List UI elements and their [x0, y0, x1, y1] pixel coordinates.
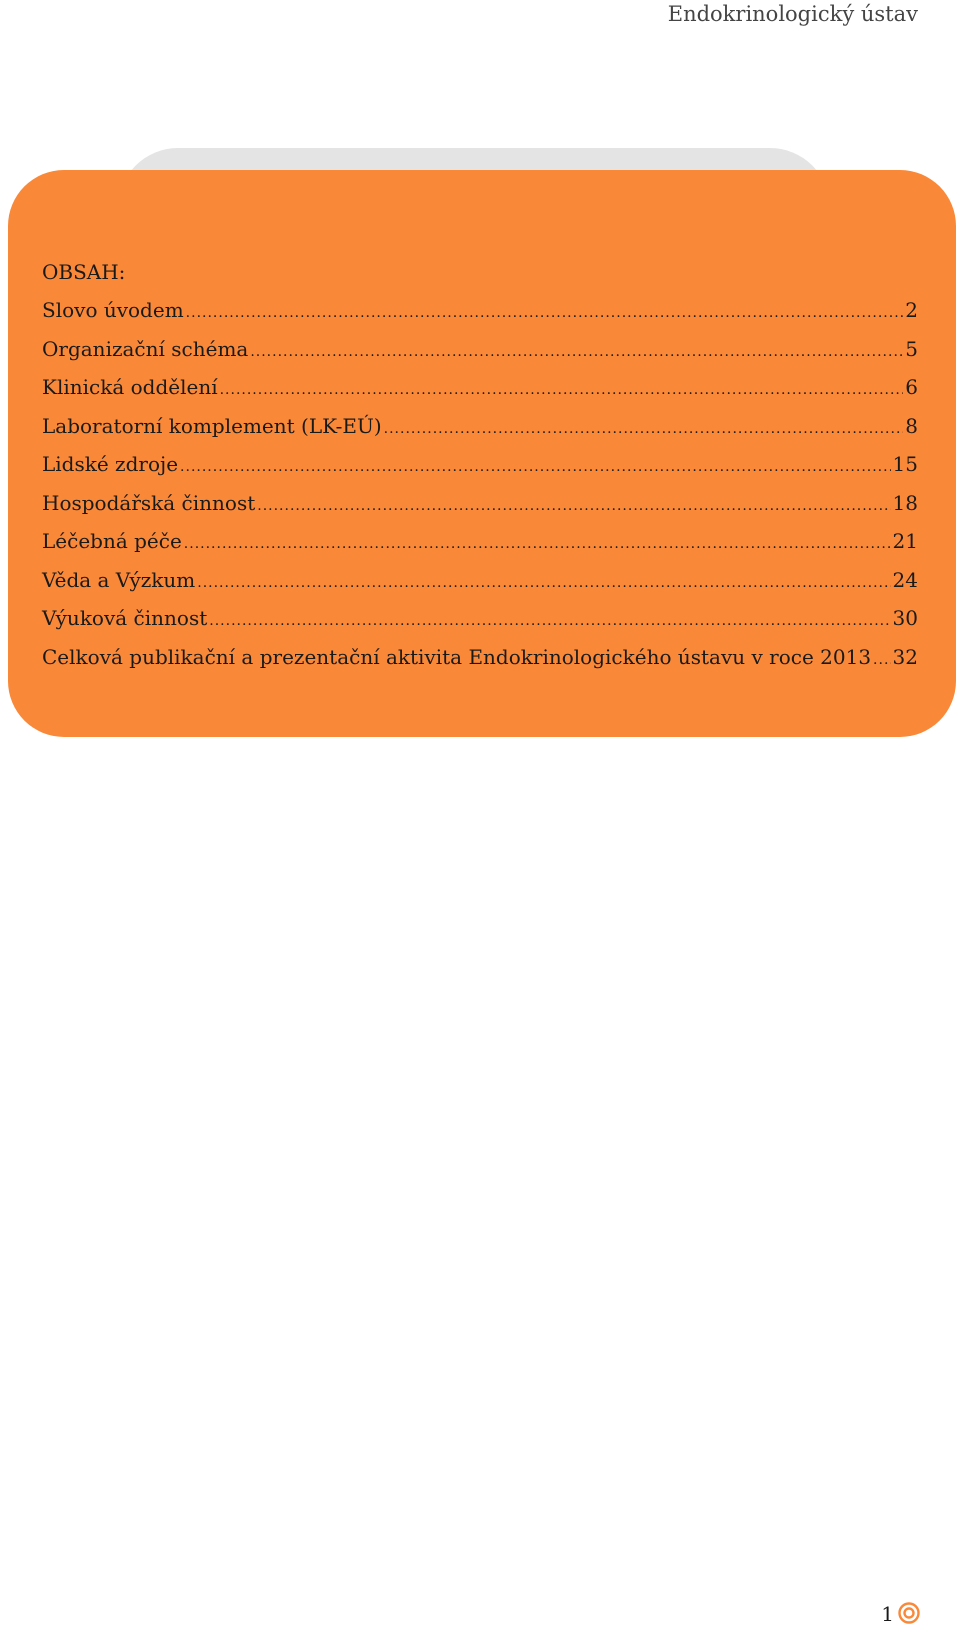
toc-entry-title: Klinická oddělení	[42, 375, 218, 399]
toc-entry-klinicka-oddeleni[interactable]	[42, 368, 918, 407]
dot-leader	[186, 294, 904, 333]
toc-list	[42, 291, 918, 676]
toc-entry-title: Slovo úvodem	[42, 298, 184, 322]
running-header: Endokrinologický ústav	[667, 2, 918, 26]
toc-entry-title: Léčebná péče	[42, 529, 182, 553]
toc-entry-title: Výuková činnost	[42, 606, 208, 630]
toc-entry-page: 18	[892, 490, 918, 515]
dot-leader	[209, 602, 890, 641]
toc-entry-veda-a-vyzkum[interactable]	[42, 561, 918, 600]
toc-entry-title: Laboratorní komplement (LK-EÚ)	[42, 413, 382, 438]
toc-entry-page: 6	[905, 375, 918, 399]
toc-heading: OBSAH:	[42, 260, 126, 284]
dot-leader	[257, 487, 890, 526]
toc-entry-title: Organizační schéma	[42, 336, 249, 361]
page-number: 1	[881, 1602, 894, 1626]
dot-leader	[250, 333, 903, 372]
icon-outer-ring	[900, 1604, 919, 1623]
toc-entry-laboratorni-komplement[interactable]	[42, 407, 918, 446]
toc-entry-organizacni-schema[interactable]	[42, 330, 918, 369]
dot-leader	[220, 371, 904, 410]
toc-entry-page: 24	[892, 567, 918, 592]
toc-entry-celkova-publikacni-aktivita[interactable]	[42, 638, 918, 677]
toc-entry-page: 21	[892, 529, 918, 553]
toc-entry-slovo-uvodem[interactable]	[42, 291, 918, 330]
toc-entry-page: 32	[892, 644, 918, 669]
dot-leader	[873, 641, 891, 680]
dot-leader	[184, 525, 891, 564]
toc-entry-page: 2	[905, 298, 918, 322]
toc-entry-vyukova-cinnost[interactable]	[42, 599, 918, 638]
dot-leader	[180, 448, 891, 487]
toc-entry-lecebna-pece[interactable]	[42, 522, 918, 561]
dot-leader	[384, 410, 904, 449]
toc-entry-page: 8	[905, 413, 918, 438]
target-circle-icon	[898, 1602, 920, 1624]
toc-entry-title: Věda a Výzkum	[42, 567, 196, 592]
toc-entry-page: 30	[892, 606, 918, 630]
toc-entry-title: Hospodářská činnost	[42, 490, 256, 515]
toc-entry-page: 5	[905, 336, 918, 361]
toc-entry-hospodarska-cinnost[interactable]	[42, 484, 918, 523]
toc-entry-page: 15	[892, 452, 918, 476]
icon-inner-ring	[905, 1609, 914, 1618]
toc-entry-lidske-zdroje[interactable]	[42, 445, 918, 484]
dot-leader	[197, 564, 890, 603]
toc-entry-title: Lidské zdroje	[42, 452, 179, 476]
table-of-contents-panel	[8, 170, 956, 737]
toc-entry-title: Celková publikační a prezentační aktivita Endokrinologického ústavu v roce 2013	[42, 644, 872, 669]
